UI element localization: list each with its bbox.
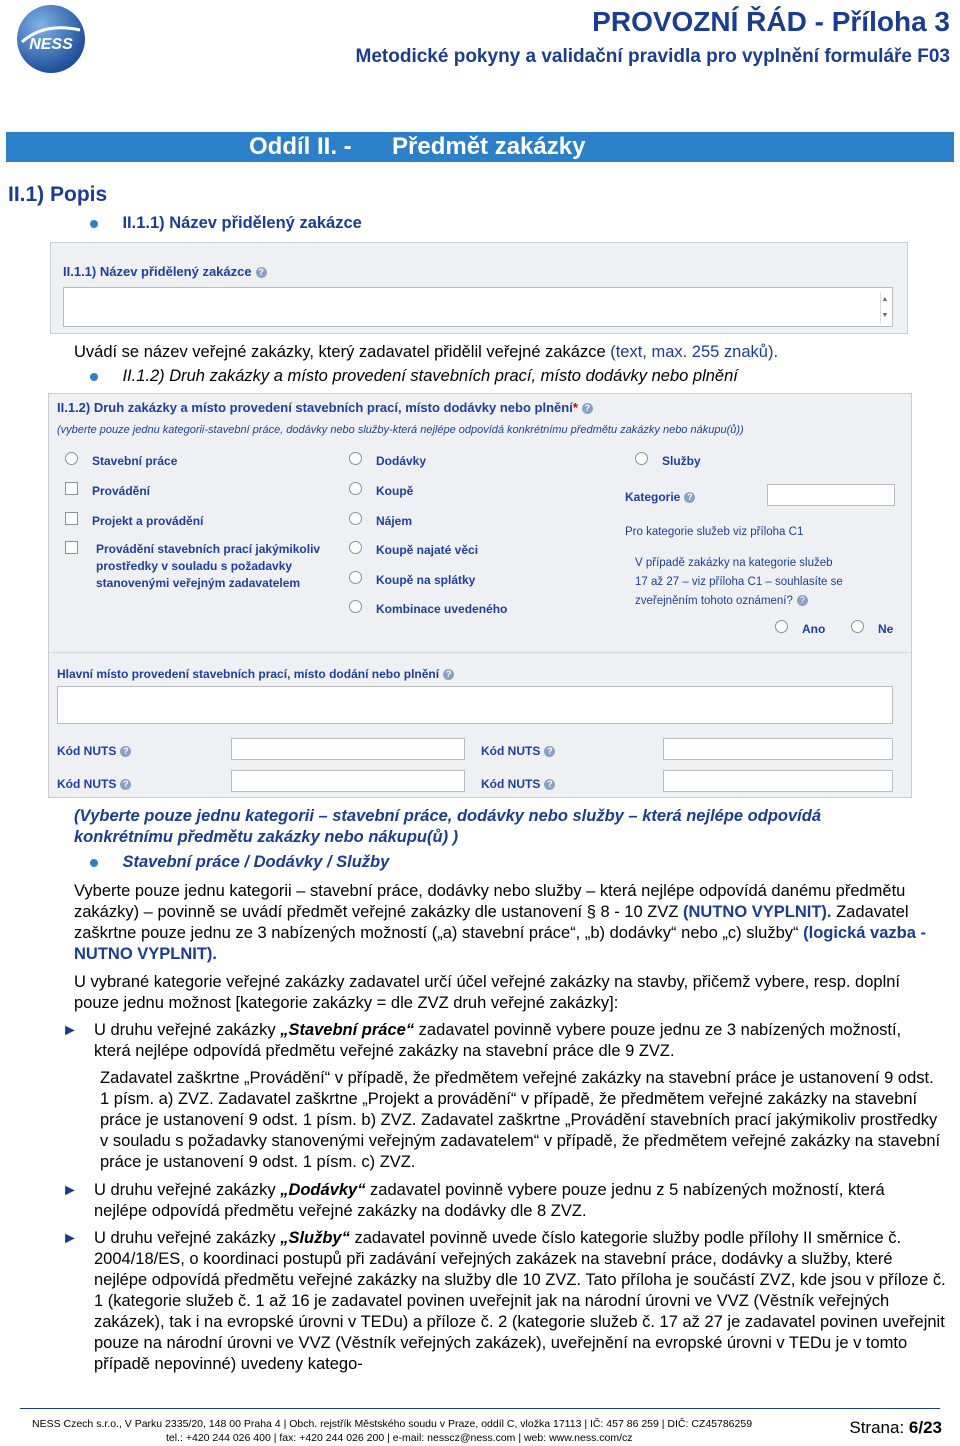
nuts-label-3: Kód NUTS ? — [57, 777, 131, 791]
hlavni-misto-input[interactable] — [57, 686, 893, 724]
arrow-item-3: U druhu veřejné zakázky „Služby“ zadavatel povinně uvede číslo kategorie služby podle přílohy II směrnice č. 2004/18/ES, o koordinaci postupů při zadávání veřejných zakázek na stavební práce, dodávky a služby, které nejlépe odpovídá předmětu veřejné zakázky na služby dle 10 ZVZ. Tato příloha je součástí ZVZ, kde jsou v příloze č. 1 (kategorie služeb č. 1 až 16 je zadavatel povinen uveřejnit jak na národní úrovni ve VVZ (Věstník veřejných zakázek), tak i na evropské úrovni v TEDu) a příloze č. 2 (kategorie služeb č. 17 až 27 je zadavatel povinen uveřejnit pouze na národní úrovni ve VVZ (Věstník veřejných zakázek), uveřejnění na evropské úrovni v TEDu je v tomto případě nepovinné) uvedeny katego- — [94, 1229, 946, 1373]
radio-koupe[interactable]: Koupě — [349, 482, 413, 500]
item1-form-label: II.1.1) Název přidělený zakázce ? — [63, 264, 267, 279]
section-title: Předmět zakázky — [392, 133, 586, 160]
paragraph-2: U vybrané kategorie veřejné zakázky zadavatel určí účel veřejné zakázky na stavby, přičemž vybere, resp. doplní pouze jednu možnost [kategorie zakázky = dle ZVZ druh veřejné zakázky]: — [74, 973, 901, 1012]
radio-stavebni-prace[interactable]: Stavební práce — [65, 452, 177, 470]
bullet-title: Stavební práce / Dodávky / Služby — [122, 853, 390, 871]
radio-najem[interactable]: Nájem — [349, 512, 412, 530]
footer-line-2: tel.: +420 244 026 400 | fax: +420 244 026 200 | e-mail: nesscz@ness.com | web: www.ness.com/cz — [166, 1432, 633, 1444]
help-icon: ? — [684, 492, 695, 503]
arrow-bullet-icon: ► — [62, 1230, 78, 1247]
radio-dodavky[interactable]: Dodávky — [349, 452, 426, 470]
logo-text: NESS — [29, 36, 73, 53]
help-icon: ? — [256, 267, 267, 278]
help-icon: ? — [120, 779, 131, 790]
item1-heading-row — [90, 214, 362, 233]
help-icon: ? — [582, 403, 593, 414]
ness-logo — [14, 2, 88, 76]
footer-rule — [20, 1408, 940, 1409]
check-projekt-a-provadeni[interactable]: Projekt a provádění — [65, 512, 203, 530]
hlavni-misto-label: Hlavní místo provedení stavebních prací, místo dodání nebo plnění ? — [57, 667, 454, 681]
help-icon: ? — [544, 746, 555, 757]
arrow-bullet-icon: ► — [62, 1022, 78, 1039]
item2-form-hint: (vyberte pouze jednu kategorii-stavební práce, dodávky nebo služby-která nejlépe odpovídá konkrétnímu předmětu zakázky nebo nákupu(ů)) — [57, 424, 744, 436]
help-icon: ? — [544, 779, 555, 790]
nuts-label-4: Kód NUTS ? — [481, 777, 555, 791]
check-provadeni[interactable]: Provádění — [65, 482, 150, 500]
item2-heading-row — [90, 367, 738, 386]
radio-kombinace[interactable]: Kombinace uvedeného — [349, 600, 507, 618]
help-icon: ? — [443, 669, 454, 680]
item1-form-image — [50, 242, 908, 334]
radio-ne[interactable]: Ne — [851, 620, 893, 638]
bullet-icon — [90, 859, 98, 867]
nuts-input-4[interactable] — [663, 770, 893, 792]
check-provadeni-prostredky[interactable]: Provádění stavebních prací jakýmikoliv prostředky v souladu s požadavky stanovenými veřejným zadavatelem — [65, 541, 325, 592]
kategorie-label: Kategorie ? — [625, 490, 695, 504]
pro-kategorie-note: Pro kategorie služeb viz příloha C1 — [625, 526, 804, 538]
help-icon: ? — [797, 595, 808, 606]
radio-koupe-najate-veci[interactable]: Koupě najaté věci — [349, 541, 478, 559]
nuts-input-3[interactable] — [231, 770, 465, 792]
nuts-label-2: Kód NUTS ? — [481, 744, 555, 758]
nuts-label-1: Kód NUTS ? — [57, 744, 131, 758]
bullet-icon — [90, 373, 98, 381]
radio-ano[interactable]: Ano — [775, 620, 825, 638]
item1-description: Uvádí se název veřejné zakázky, který zadavatel přidělil veřejné zakázce (text, max. 255 znaků). — [74, 343, 779, 361]
item2-heading: II.1.2) Druh zakázky a místo provedení stavebních prací, místo dodávky nebo plnění — [122, 367, 738, 385]
arrow-item-1: U druhu veřejné zakázky „Stavební práce“ zadavatel povinně vybere pouze jednu ze 3 nabízených možností, která nejlépe odpovídá předmětu veřejné zakázky na stavební práce dle 9 ZVZ. — [94, 1021, 902, 1060]
divider — [49, 652, 911, 653]
italic-note: (Vyberte pouze jednu kategorii – stavební práce, dodávky nebo služby – která nejlépe odpovídá konkrétnímu předmětu zakázky nebo nákupu(ů) ) — [74, 807, 821, 846]
radio-koupe-na-splatky[interactable]: Koupě na splátky — [349, 571, 475, 589]
item2-form-image — [48, 393, 912, 798]
scroll-arrows-icon[interactable]: ▲ ▼ — [880, 292, 889, 324]
nuts-input-1[interactable] — [231, 738, 465, 760]
zverejneni-question: V případě zakázky na kategorie služeb 17 až 27 – viz příloha C1 – souhlasíte se zveřejněním tohoto oznámení? ? — [635, 557, 843, 607]
page-number: Strana: 6/23 — [849, 1418, 942, 1437]
help-icon: ? — [120, 746, 131, 757]
item1-name-input[interactable] — [63, 287, 893, 327]
item1-heading: II.1.1) Název přidělený zakázce — [122, 214, 362, 232]
popis-heading: II.1) Popis — [8, 183, 108, 206]
document-subtitle: Metodické pokyny a validační pravidla pro vyplnění formuláře F03 — [355, 46, 950, 67]
arrow-item-1-detail: Zadavatel zaškrtne „Provádění“ v případě, že předmětem veřejné zakázky na stavební práce je ustanovení 9 odst. 1 písm. a) ZVZ. Zadavatel zaškrtne „Projekt a provádění“ v případě, že předmětem veřejné zakázky na stavební práce je ustanovení 9 odst. 1 písm. b) ZVZ. Zadavatel zaškrtne „Provádění stavebních prací jakýmikoliv prostředky v souladu s požadavky stanovenými veřejným zadavatelem“ v případě, že předmětem veřejné zakázky na stavební práce je ustanovení 9 odst. 1 písm. c) ZVZ. — [100, 1069, 941, 1171]
nuts-input-2[interactable] — [663, 738, 893, 760]
paragraph-1: Vyberte pouze jednu kategorii – stavební práce, dodávky nebo služby – která nejlépe odpovídá danému předmětu zakázky) – povinně se uvádí předmět veřejné zakázky dle ustanovení § 8 - 10 ZVZ (NUTNO VYPLNIT). Zadavatel zaškrtne pouze jednu ze 3 nabízených možností („a) stavební práce“, „b) dodávky“ nebo „c) služby“ (logická vazba - NUTNO VYPLNIT). — [74, 882, 926, 963]
document-title: PROVOZNÍ ŘÁD - Příloha 3 — [592, 6, 950, 37]
kategorie-input[interactable] — [767, 484, 895, 506]
section-prefix: Oddíl II. - — [249, 133, 352, 160]
item2-form-label: II.1.2) Druh zakázky a místo provedení stavebních prací, místo dodávky nebo plnění* ? — [57, 400, 593, 415]
arrow-item-2: U druhu veřejné zakázky „Dodávky“ zadavatel povinně vybere pouze jednu z 5 nabízených možností, která nejlépe odpovídá předmětu veřejné zakázky na dodávky dle 8 ZVZ. — [94, 1181, 885, 1220]
radio-sluzby[interactable]: Služby — [635, 452, 701, 470]
bullet-title-row — [90, 853, 389, 872]
bullet-icon — [90, 220, 98, 228]
arrow-bullet-icon: ► — [62, 1182, 78, 1199]
section-bar — [6, 132, 954, 162]
footer-line-1: NESS Czech s.r.o., V Parku 2335/20, 148 00 Praha 4 | Obch. rejstřík Městského soudu v Praze, oddíl C, vložka 17113 | IČ: 457 86 259 | DIČ: CZ45786259 — [32, 1418, 753, 1430]
